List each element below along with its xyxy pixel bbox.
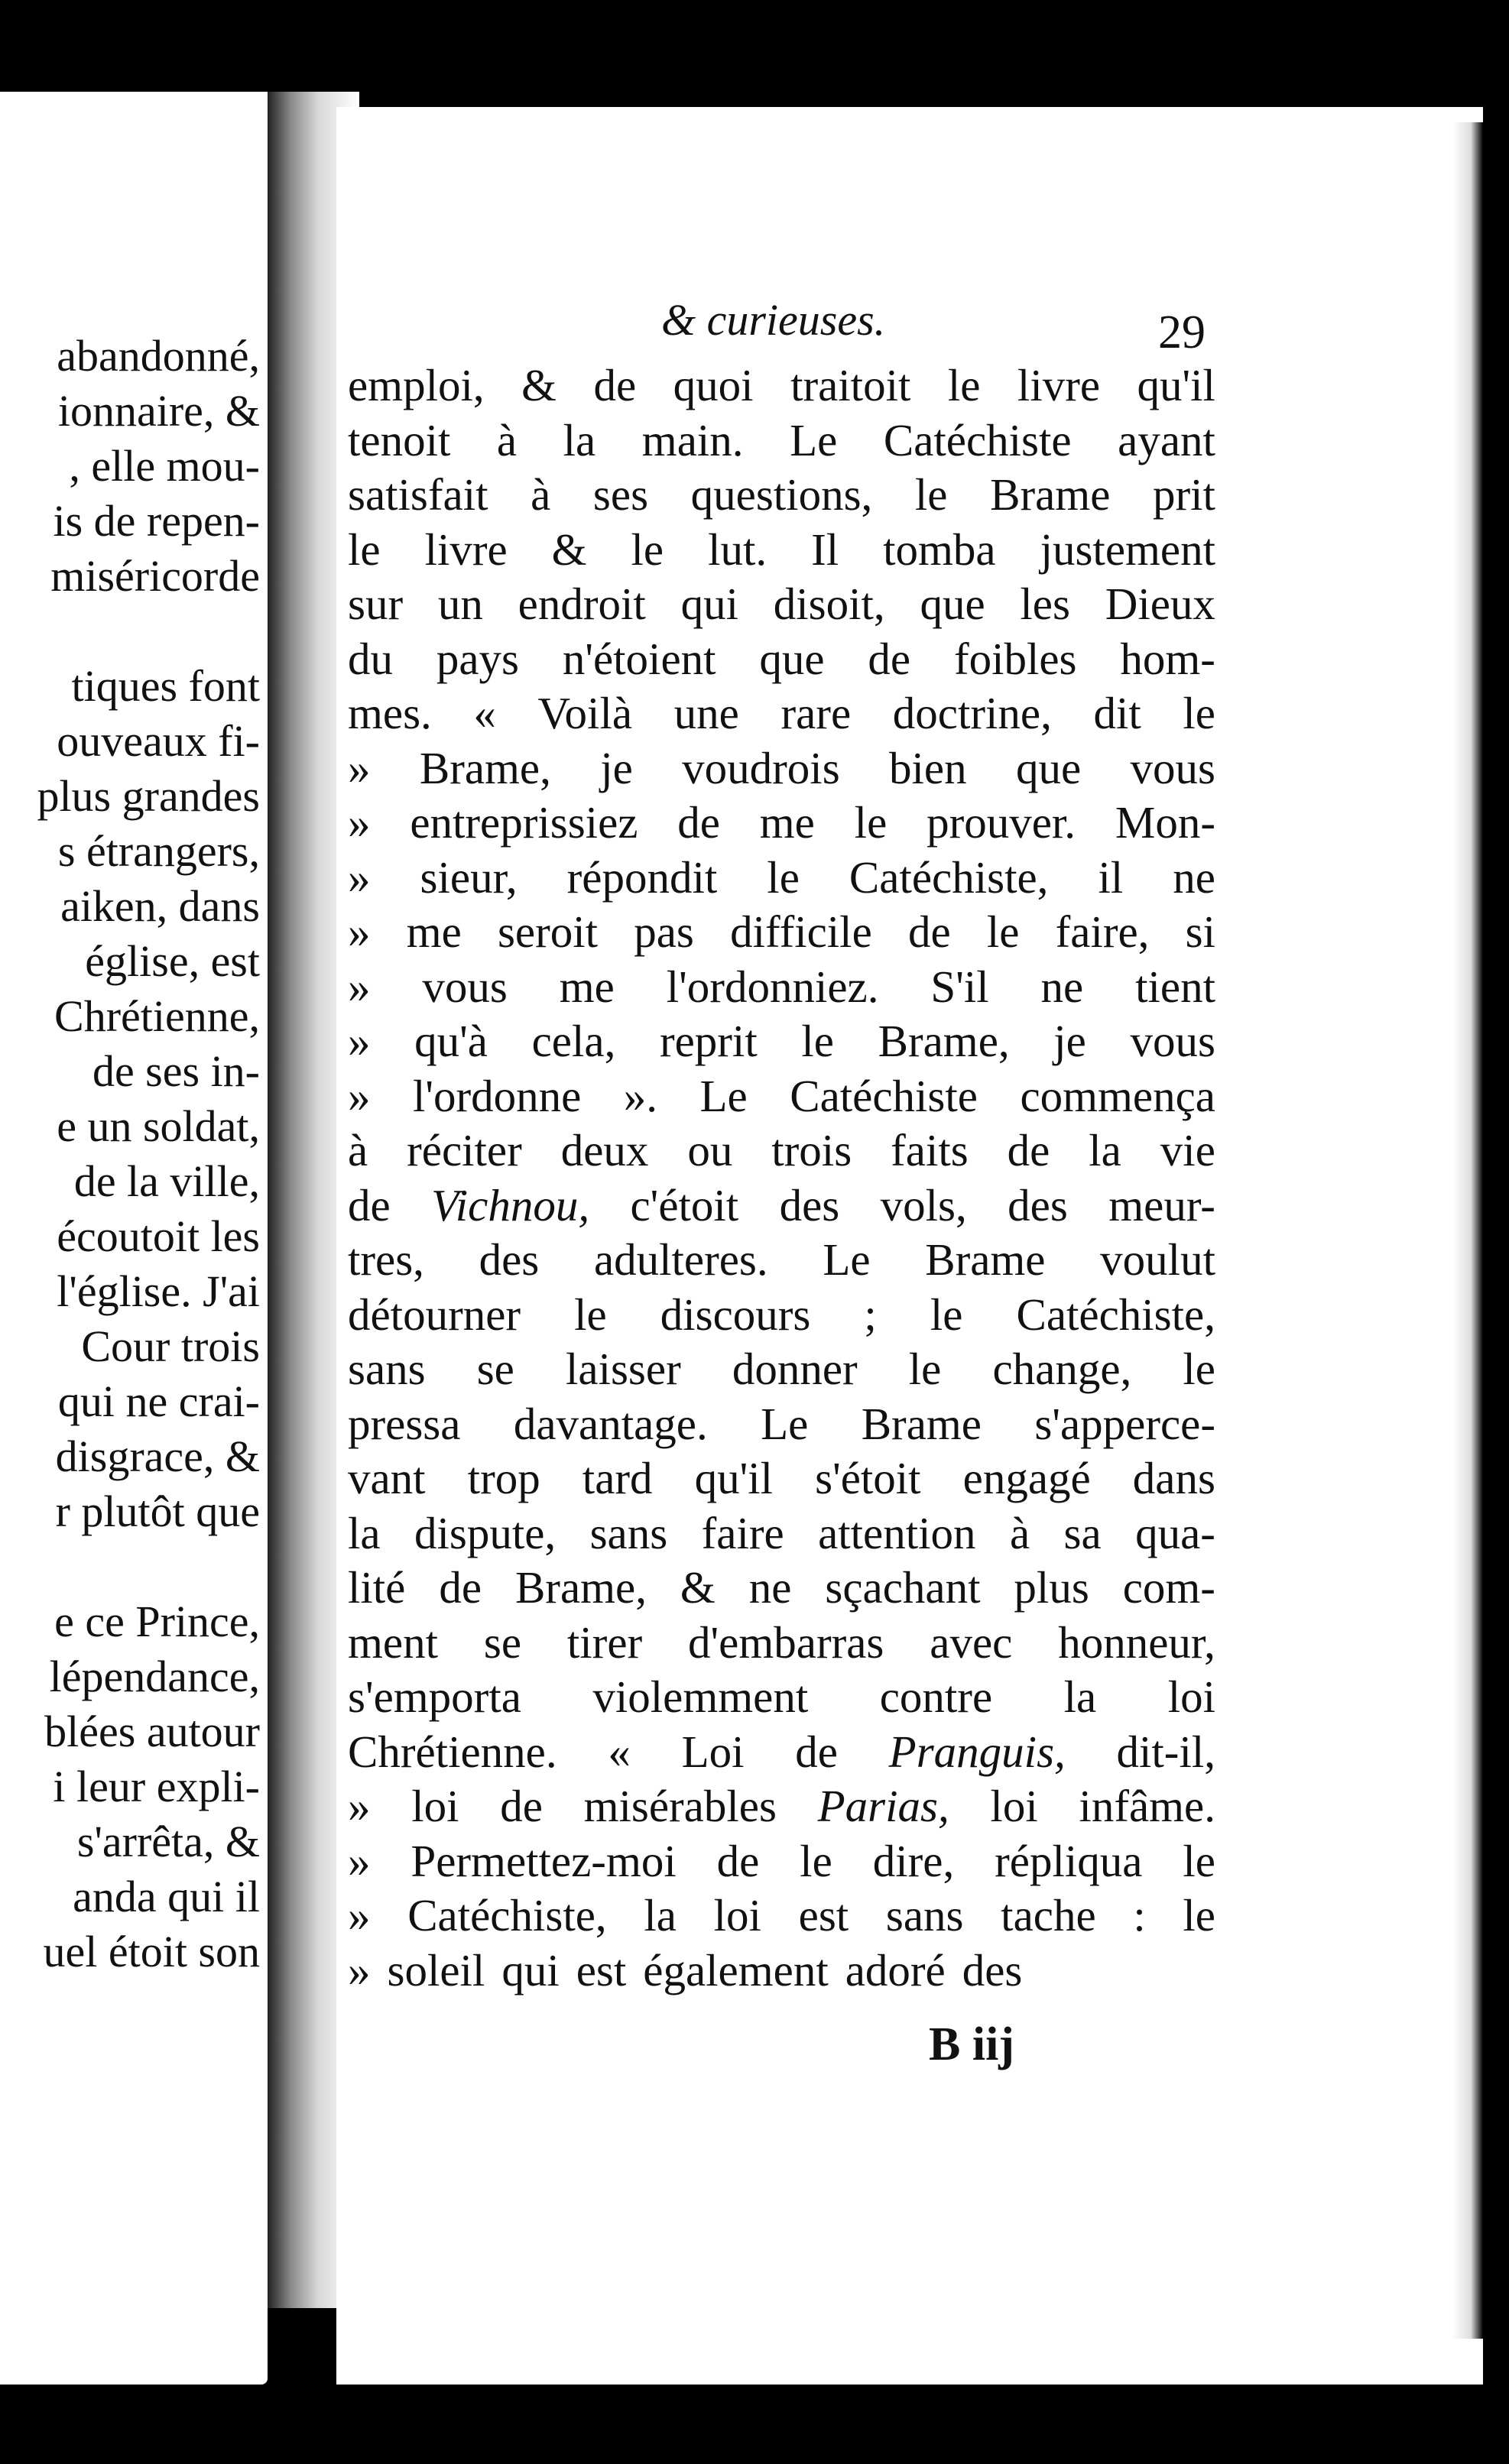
text-line: emploi, & de quoi traitoit le livre qu'il xyxy=(348,360,1215,410)
text-line: le livre & le lut. Il tomba justement xyxy=(348,524,1215,575)
text-line: » qu'à cela, reprit le Brame, je vous xyxy=(348,1016,1215,1066)
text-line: » Catéchiste, la loi est sans tache : le xyxy=(348,1890,1215,1940)
text-line: » me seroit pas difficile de le faire, si xyxy=(348,906,1215,957)
text-line: » l'ordonne ». Le Catéchiste commença xyxy=(348,1070,1215,1121)
left-page-line: abandonné, xyxy=(57,331,260,381)
text-line: la dispute, sans faire attention à sa qua- xyxy=(348,1507,1215,1558)
text-line: satisfait à ses questions, le Brame prit xyxy=(348,469,1215,520)
left-page-line: ionnaire, & xyxy=(57,386,260,436)
text-line: pressa davantage. Le Brame s'apperce- xyxy=(348,1398,1215,1449)
left-page xyxy=(0,92,268,2385)
left-page-line: uel étoit son xyxy=(43,1927,260,1976)
text-line: du pays n'étoient que de foibles hom- xyxy=(348,633,1215,684)
left-page-line: lépendance, xyxy=(49,1652,260,1701)
signature-mark: B iij xyxy=(929,2018,1014,2070)
left-page-line: e un soldat, xyxy=(57,1101,260,1151)
text-line: » soleil qui est également adoré des xyxy=(348,1944,1023,1996)
left-page-line: miséricorde xyxy=(50,551,260,601)
text-line: tres, des adulteres. Le Brame voulut xyxy=(348,1234,1215,1285)
text-line: » Brame, je voudrois bien que vous xyxy=(348,742,1215,793)
text-line: » entreprissiez de me le prouver. Mon- xyxy=(348,797,1215,848)
left-page-line: blées autour xyxy=(44,1707,260,1756)
left-page-line: disgrace, & xyxy=(55,1431,260,1481)
left-page-line: qui ne crai- xyxy=(57,1376,260,1426)
text-line: » sieur, répondit le Catéchiste, il ne xyxy=(348,851,1215,903)
text-line: » loi de misérables Parias, loi infâme. xyxy=(348,1781,1215,1831)
left-page-line: , elle mou- xyxy=(69,441,260,491)
text-line: sans se laisser donner le change, le xyxy=(348,1344,1215,1394)
text-line: Chrétienne. « Loi de Pranguis, dit-il, xyxy=(348,1726,1215,1777)
left-page-line: écoutoit les xyxy=(57,1211,260,1261)
text-line: à réciter deux ou trois faits de la vie xyxy=(348,1125,1215,1175)
text-line: de Vichnou, c'étoit des vols, des meur- xyxy=(348,1179,1215,1230)
text-line: » vous me l'ordonniez. S'il ne tient xyxy=(348,961,1215,1012)
page-number: 29 xyxy=(1158,306,1206,358)
left-page-line: ouveaux fi- xyxy=(57,716,260,766)
text-line: sur un endroit qui disoit, que les Dieux xyxy=(348,579,1215,629)
left-page-line: l'église. J'ai xyxy=(57,1266,260,1316)
left-page-line: de ses in- xyxy=(92,1046,260,1096)
left-page-line: r plutôt que xyxy=(55,1487,260,1536)
text-line: détourner le discours ; le Catéchiste, xyxy=(348,1289,1215,1340)
left-page-line: is de repen- xyxy=(53,496,260,546)
left-page-line: e ce Prince, xyxy=(54,1597,260,1646)
text-line: vant trop tard qu'il s'étoit engagé dans xyxy=(348,1453,1215,1503)
body-text xyxy=(348,359,1215,1999)
left-page-line: aiken, dans xyxy=(60,881,260,931)
left-page-line: s étrangers, xyxy=(57,826,260,876)
text-line: tenoit à la main. Le Catéchiste ayant xyxy=(348,414,1215,465)
page-edge xyxy=(1452,122,1483,2339)
text-line: ment se tirer d'embarras avec honneur, xyxy=(348,1616,1215,1668)
left-page-line: Cour trois xyxy=(81,1321,260,1371)
text-line: mes. « Voilà une rare doctrine, dit le xyxy=(348,688,1215,738)
text-line: s'emporta violemment contre la loi xyxy=(348,1671,1215,1722)
left-page-line: de la ville, xyxy=(73,1156,260,1206)
left-page-line: église, est xyxy=(85,936,260,986)
left-page-line: plus grandes xyxy=(37,771,260,821)
running-header: & curieuses. xyxy=(661,295,886,345)
text-line: » Permettez-moi de le dire, répliqua le xyxy=(348,1835,1215,1886)
left-page-line: i leur expli- xyxy=(53,1762,260,1811)
left-page-line: s'arrêta, & xyxy=(76,1817,260,1866)
left-page-line: tiques font xyxy=(71,661,260,711)
text-line: lité de Brame, & ne sçachant plus com- xyxy=(348,1562,1215,1613)
left-page-line: anda qui il xyxy=(73,1872,260,1921)
left-page-line: Chrétienne, xyxy=(54,991,260,1041)
